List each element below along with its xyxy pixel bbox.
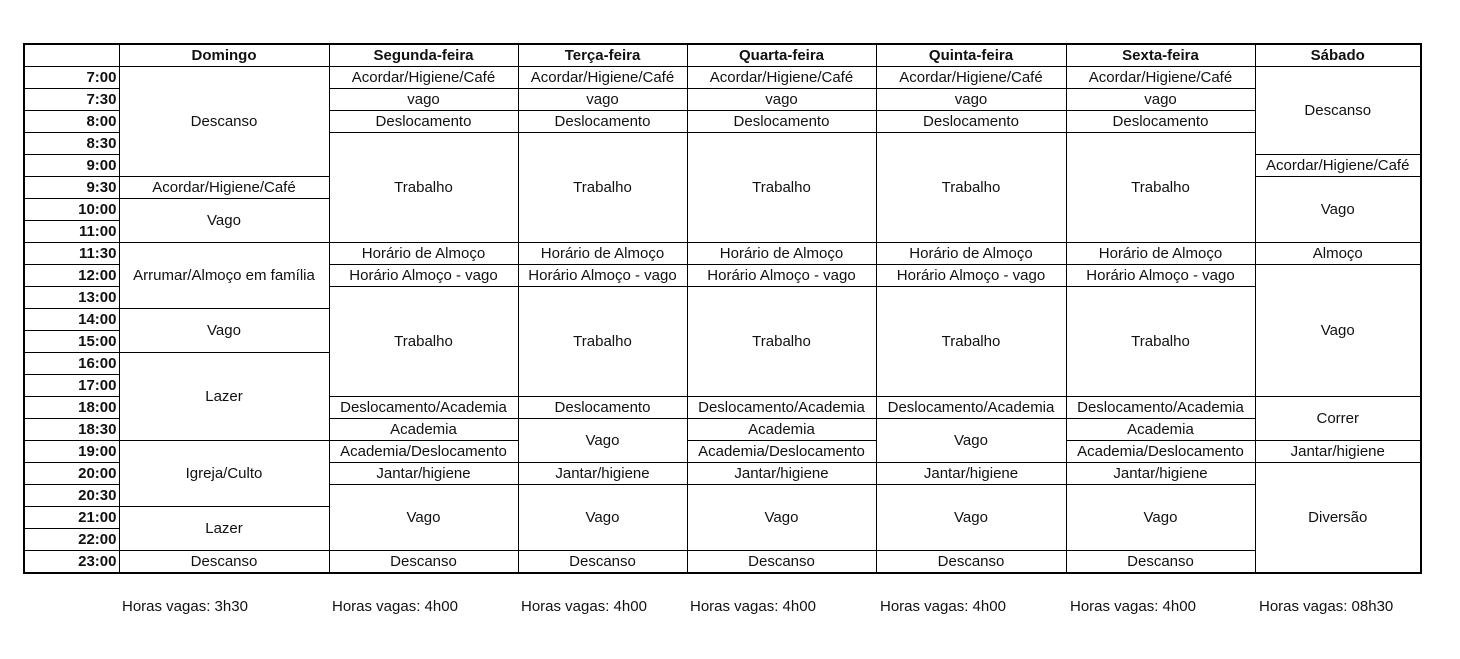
- activity-cell-tuesday: Trabalho: [518, 287, 687, 397]
- activity-cell-tuesday: Descanso: [518, 551, 687, 574]
- activity-cell-friday: Acordar/Higiene/Café: [1066, 67, 1255, 89]
- activity-cell-thursday: Trabalho: [876, 287, 1066, 397]
- time-label: 9:00: [24, 155, 119, 177]
- activity-cell-thursday: Vago: [876, 485, 1066, 551]
- activity-cell-wednesday: Trabalho: [687, 133, 876, 243]
- schedule-body: [24, 67, 1421, 574]
- activity-cell-monday: Jantar/higiene: [329, 463, 518, 485]
- activity-cell-friday: Jantar/higiene: [1066, 463, 1255, 485]
- free-hours-friday: Horas vagas: 4h00: [1070, 598, 1196, 615]
- activity-cell-friday: Trabalho: [1066, 133, 1255, 243]
- activity-cell-friday: Academia/Deslocamento: [1066, 441, 1255, 463]
- weekly-schedule-table: [23, 43, 1422, 574]
- activity-cell-saturday: Descanso: [1255, 67, 1421, 155]
- time-label: 8:00: [24, 111, 119, 133]
- header-tuesday: Terça-feira: [518, 44, 687, 67]
- activity-cell-thursday: Acordar/Higiene/Café: [876, 67, 1066, 89]
- time-label: 17:00: [24, 375, 119, 397]
- header-row: [24, 44, 1421, 67]
- activity-cell-friday: Horário de Almoço: [1066, 243, 1255, 265]
- header-thursday: Quinta-feira: [876, 44, 1066, 67]
- time-label: 15:00: [24, 331, 119, 353]
- free-hours-saturday: Horas vagas: 08h30: [1259, 598, 1394, 615]
- table-row: [24, 551, 1421, 574]
- time-label: 11:30: [24, 243, 119, 265]
- header-sunday: Domingo: [119, 44, 329, 67]
- time-label: 11:00: [24, 221, 119, 243]
- activity-cell-sunday: Descanso: [119, 551, 329, 574]
- activity-cell-thursday: Trabalho: [876, 133, 1066, 243]
- activity-cell-tuesday: Horário de Almoço: [518, 243, 687, 265]
- free-hours-wednesday: Horas vagas: 4h00: [690, 598, 816, 615]
- activity-cell-wednesday: Horário de Almoço: [687, 243, 876, 265]
- activity-cell-friday: Deslocamento/Academia: [1066, 397, 1255, 419]
- activity-cell-friday: Deslocamento: [1066, 111, 1255, 133]
- activity-cell-thursday: Deslocamento/Academia: [876, 397, 1066, 419]
- activity-cell-wednesday: Deslocamento/Academia: [687, 397, 876, 419]
- activity-cell-monday: vago: [329, 89, 518, 111]
- activity-cell-sunday: Descanso: [119, 67, 329, 177]
- header-monday: Segunda-feira: [329, 44, 518, 67]
- activity-cell-saturday: Correr: [1255, 397, 1421, 441]
- time-label: 14:00: [24, 309, 119, 331]
- activity-cell-saturday: Almoço: [1255, 243, 1421, 265]
- activity-cell-thursday: Vago: [876, 419, 1066, 463]
- activity-cell-sunday: Lazer: [119, 353, 329, 441]
- activity-cell-thursday: Deslocamento: [876, 111, 1066, 133]
- activity-cell-tuesday: Deslocamento: [518, 111, 687, 133]
- time-label: 16:00: [24, 353, 119, 375]
- activity-cell-wednesday: Acordar/Higiene/Café: [687, 67, 876, 89]
- activity-cell-thursday: Horário Almoço - vago: [876, 265, 1066, 287]
- activity-cell-wednesday: Deslocamento: [687, 111, 876, 133]
- activity-cell-tuesday: Horário Almoço - vago: [518, 265, 687, 287]
- activity-cell-thursday: Jantar/higiene: [876, 463, 1066, 485]
- activity-cell-saturday: Vago: [1255, 177, 1421, 243]
- activity-cell-monday: Academia/Deslocamento: [329, 441, 518, 463]
- activity-cell-friday: Horário Almoço - vago: [1066, 265, 1255, 287]
- header-wednesday: Quarta-feira: [687, 44, 876, 67]
- activity-cell-monday: Deslocamento/Academia: [329, 397, 518, 419]
- activity-cell-wednesday: vago: [687, 89, 876, 111]
- time-label: 10:00: [24, 199, 119, 221]
- free-hours-sunday: Horas vagas: 3h30: [122, 598, 248, 615]
- activity-cell-saturday: Acordar/Higiene/Café: [1255, 155, 1421, 177]
- table-row: [24, 67, 1421, 89]
- header-saturday: Sábado: [1255, 44, 1421, 67]
- activity-cell-thursday: Descanso: [876, 551, 1066, 574]
- activity-cell-wednesday: Descanso: [687, 551, 876, 574]
- activity-cell-sunday: Vago: [119, 309, 329, 353]
- table-row: [24, 243, 1421, 265]
- time-label: 20:00: [24, 463, 119, 485]
- header-friday: Sexta-feira: [1066, 44, 1255, 67]
- activity-cell-monday: Academia: [329, 419, 518, 441]
- activity-cell-monday: Vago: [329, 485, 518, 551]
- free-hours-tuesday: Horas vagas: 4h00: [521, 598, 647, 615]
- activity-cell-tuesday: Acordar/Higiene/Café: [518, 67, 687, 89]
- time-label: 7:30: [24, 89, 119, 111]
- activity-cell-friday: vago: [1066, 89, 1255, 111]
- time-label: 8:30: [24, 133, 119, 155]
- activity-cell-sunday: Arrumar/Almoço em família: [119, 243, 329, 309]
- activity-cell-friday: Descanso: [1066, 551, 1255, 574]
- free-hours-footer: [0, 598, 1460, 618]
- time-label: 7:00: [24, 67, 119, 89]
- activity-cell-monday: Horário de Almoço: [329, 243, 518, 265]
- activity-cell-thursday: vago: [876, 89, 1066, 111]
- time-label: 18:00: [24, 397, 119, 419]
- time-label: 20:30: [24, 485, 119, 507]
- activity-cell-thursday: Horário de Almoço: [876, 243, 1066, 265]
- free-hours-thursday: Horas vagas: 4h00: [880, 598, 1006, 615]
- free-hours-monday: Horas vagas: 4h00: [332, 598, 458, 615]
- activity-cell-wednesday: Vago: [687, 485, 876, 551]
- activity-cell-tuesday: Vago: [518, 485, 687, 551]
- time-label: 13:00: [24, 287, 119, 309]
- activity-cell-tuesday: Trabalho: [518, 133, 687, 243]
- time-label: 23:00: [24, 551, 119, 574]
- activity-cell-monday: Descanso: [329, 551, 518, 574]
- activity-cell-sunday: Igreja/Culto: [119, 441, 329, 507]
- activity-cell-saturday: Diversão: [1255, 463, 1421, 574]
- activity-cell-tuesday: Jantar/higiene: [518, 463, 687, 485]
- activity-cell-monday: Trabalho: [329, 287, 518, 397]
- activity-cell-monday: Deslocamento: [329, 111, 518, 133]
- activity-cell-tuesday: Vago: [518, 419, 687, 463]
- activity-cell-friday: Trabalho: [1066, 287, 1255, 397]
- header-corner: [24, 44, 119, 67]
- activity-cell-saturday: Vago: [1255, 265, 1421, 397]
- activity-cell-sunday: Acordar/Higiene/Café: [119, 177, 329, 199]
- table-row: [24, 441, 1421, 463]
- activity-cell-wednesday: Academia: [687, 419, 876, 441]
- activity-cell-tuesday: Deslocamento: [518, 397, 687, 419]
- activity-cell-saturday: Jantar/higiene: [1255, 441, 1421, 463]
- activity-cell-wednesday: Trabalho: [687, 287, 876, 397]
- activity-cell-sunday: Lazer: [119, 507, 329, 551]
- time-label: 19:00: [24, 441, 119, 463]
- activity-cell-wednesday: Academia/Deslocamento: [687, 441, 876, 463]
- activity-cell-monday: Acordar/Higiene/Café: [329, 67, 518, 89]
- activity-cell-monday: Trabalho: [329, 133, 518, 243]
- time-label: 22:00: [24, 529, 119, 551]
- activity-cell-monday: Horário Almoço - vago: [329, 265, 518, 287]
- time-label: 18:30: [24, 419, 119, 441]
- activity-cell-friday: Vago: [1066, 485, 1255, 551]
- activity-cell-wednesday: Horário Almoço - vago: [687, 265, 876, 287]
- time-label: 21:00: [24, 507, 119, 529]
- time-label: 12:00: [24, 265, 119, 287]
- activity-cell-wednesday: Jantar/higiene: [687, 463, 876, 485]
- time-label: 9:30: [24, 177, 119, 199]
- activity-cell-tuesday: vago: [518, 89, 687, 111]
- activity-cell-friday: Academia: [1066, 419, 1255, 441]
- activity-cell-sunday: Vago: [119, 199, 329, 243]
